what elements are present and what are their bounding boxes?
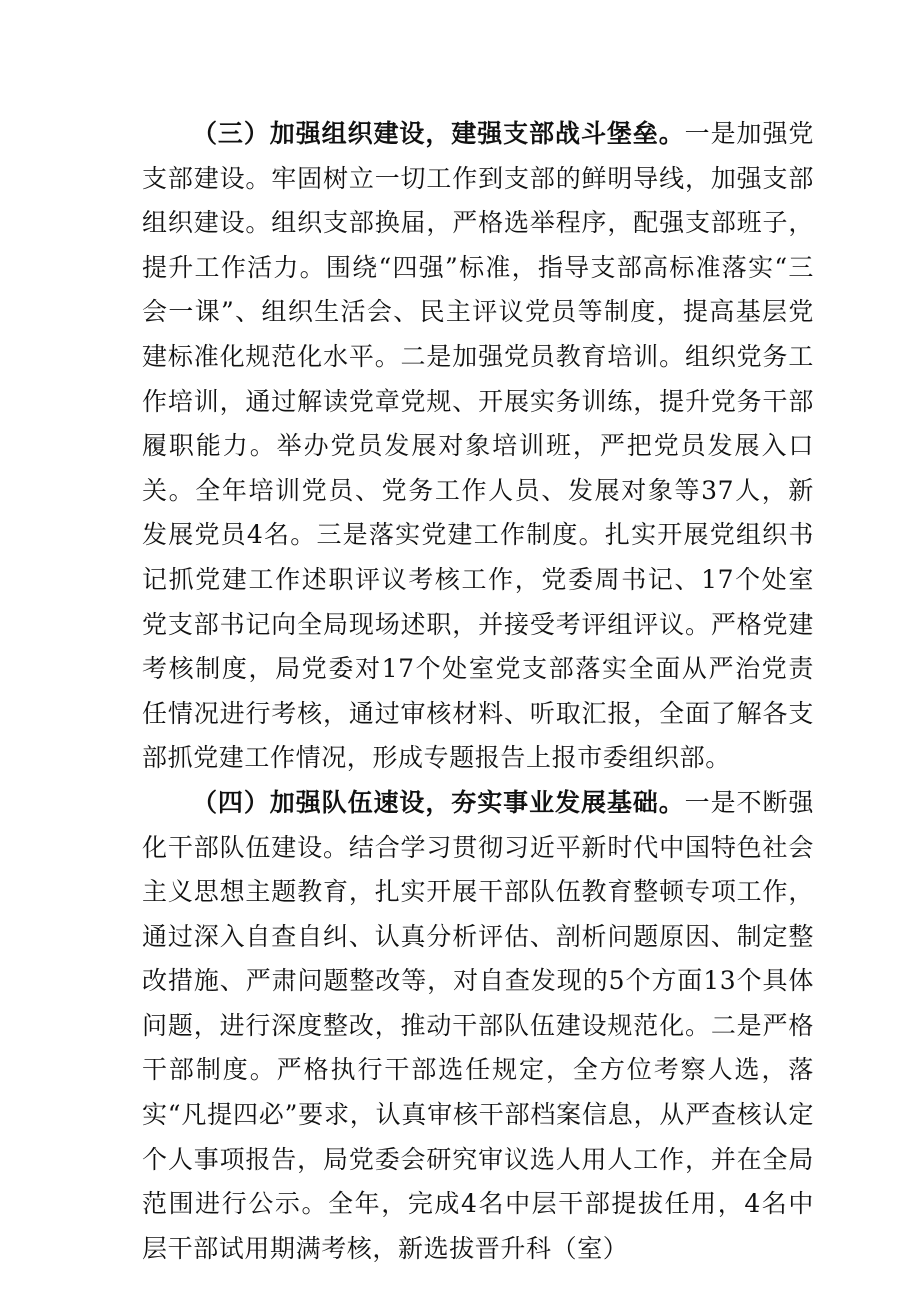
paragraph-section-3 xyxy=(142,112,814,781)
section-body-3: 一是加强党支部建设。牢固树立一切工作到支部的鲜明导线，加强支部组织建设。组织支部换届，严格选举程序，配强支部班子，提升工作活力。围绕“四强”标准，指导支部高标准落实“三会一课”、组织生活会、民主评议党员等制度，提高基层党建标准化规范化水平。二是加强党员教育培训。组织党务工作培训，通过解读党章党规、开展实务训练，提升党务干部履职能力。举办党员发展对象培训班，严把党员发展入口关。全年培训党员、党务工作人员、发展对象等37人，新发展党员4名。三是落实党建工作制度。扎实开展党组织书记抓党建工作述职评议考核工作，党委周书记、17个处室党支部书记向全局现场述职，并接受考评组评议。严格党建考核制度，局党委对17个处室党支部落实全面从严治党责任情况进行考核，通过审核材料、听取汇报，全面了解各支部抓党建工作情况，形成专题报告上报市委组织部。 xyxy=(142,119,814,773)
document-body xyxy=(142,112,814,1271)
paragraph-section-4 xyxy=(142,781,814,1272)
section-heading-3: （三）加强组织建设，建强支部战斗堡垒。 xyxy=(192,119,685,148)
section-body-4: 一是不断强化干部队伍建设。结合学习贯彻习近平新时代中国特色社会主义思想主题教育，扎实开展干部队伍教育整顿专项工作，通过深入自查自纠、认真分析评估、剖析问题原因、制定整改措施、严肃问题整改等，对自查发现的5个方面13个具体问题，进行深度整改，推动干部队伍建设规范化。二是严格干部制度。严格执行干部选任规定，全方位考察人选，落实“凡提四必”要求，认真审核干部档案信息，从严查核认定个人事项报告，局党委会研究审议选人用人工作，并在全局范围进行公示。全年，完成4名中层干部提拔任用，4名中层干部试用期满考核，新选拔晋升科（室） xyxy=(142,787,814,1263)
section-heading-4: （四）加强队伍速设，夯实事业发展基础。 xyxy=(192,787,685,817)
